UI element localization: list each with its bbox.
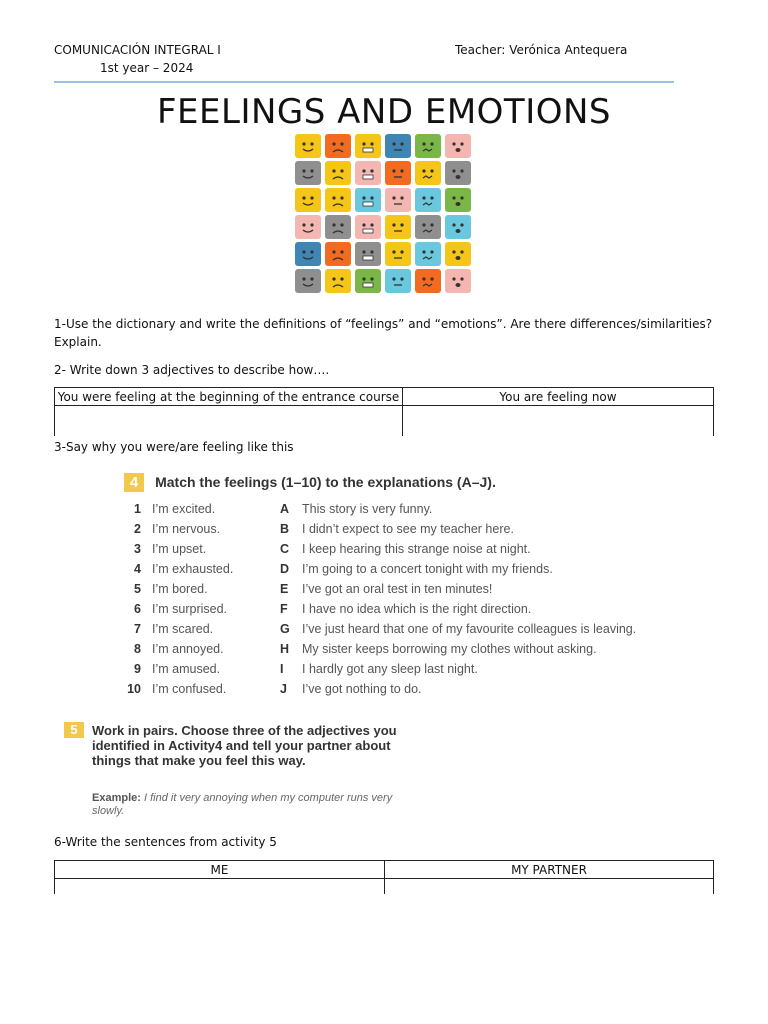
feeling-text: I’m scared. bbox=[152, 622, 214, 636]
explanation-letter: A bbox=[280, 502, 290, 516]
emoji-face-icon bbox=[445, 188, 471, 212]
activity-5-number: 5 bbox=[64, 722, 84, 738]
feeling-number: 5 bbox=[134, 582, 141, 596]
feeling-text: I’m confused. bbox=[152, 682, 227, 696]
explanation-letter: E bbox=[280, 582, 289, 596]
emoji-face-icon bbox=[415, 161, 441, 185]
explanation-letter: C bbox=[280, 542, 290, 556]
emoji-face-icon bbox=[325, 269, 351, 293]
emoji-face-icon bbox=[355, 188, 381, 212]
feeling-number: 2 bbox=[134, 522, 141, 536]
table-header-partner: MY PARTNER bbox=[385, 861, 714, 879]
emoji-face-icon bbox=[325, 215, 351, 239]
emoji-face-icon bbox=[445, 215, 471, 239]
explanation-text: This story is very funny. bbox=[302, 502, 433, 516]
emoji-faces-image bbox=[295, 134, 475, 302]
feeling-text: I’m annoyed. bbox=[152, 642, 224, 656]
emoji-face-icon bbox=[415, 269, 441, 293]
emoji-face-icon bbox=[385, 188, 411, 212]
emoji-face-icon bbox=[415, 188, 441, 212]
teacher-name: Teacher: Verónica Antequera bbox=[455, 43, 628, 57]
emoji-face-icon bbox=[415, 215, 441, 239]
feeling-text: I’m exhausted. bbox=[152, 562, 234, 576]
explanation-letter: H bbox=[280, 642, 290, 656]
explanation-letter: J bbox=[280, 682, 287, 696]
explanation-text: I’ve got an oral test in ten minutes! bbox=[302, 582, 493, 596]
header-divider bbox=[54, 81, 674, 83]
activity-4-number: 4 bbox=[124, 473, 144, 492]
answer-cell-me[interactable] bbox=[55, 879, 385, 895]
feeling-text: I’m bored. bbox=[152, 582, 208, 596]
emoji-face-icon bbox=[445, 161, 471, 185]
explanation-text: I’ve got nothing to do. bbox=[302, 682, 422, 696]
answer-cell-now[interactable] bbox=[403, 406, 714, 437]
example-text: I find it very annoying when my computer runs very slowly. bbox=[92, 792, 393, 817]
table-header-beginning: You were feeling at the beginning of the entrance course bbox=[55, 388, 403, 406]
feeling-number: 10 bbox=[127, 682, 141, 696]
emoji-face-icon bbox=[355, 215, 381, 239]
question-3: 3-Say why you were/are feeling like this bbox=[54, 440, 294, 454]
explanation-text: I didn’t expect to see my teacher here. bbox=[302, 522, 514, 536]
emoji-face-icon bbox=[385, 161, 411, 185]
answer-cell-partner[interactable] bbox=[385, 879, 714, 895]
explanation-text: I hardly got any sleep last night. bbox=[302, 662, 478, 676]
emoji-face-icon bbox=[445, 269, 471, 293]
emoji-face-icon bbox=[295, 215, 321, 239]
explanation-text: I’m going to a concert tonight with my friends. bbox=[302, 562, 553, 576]
explanation-letter: B bbox=[280, 522, 290, 536]
emoji-face-icon bbox=[295, 269, 321, 293]
explanation-letter: I bbox=[280, 662, 284, 676]
emoji-face-icon bbox=[355, 134, 381, 158]
example-label: Example: bbox=[92, 792, 141, 804]
emoji-face-icon bbox=[385, 242, 411, 266]
emoji-face-icon bbox=[445, 242, 471, 266]
emoji-face-icon bbox=[385, 215, 411, 239]
feeling-text: I’m upset. bbox=[152, 542, 207, 556]
emoji-face-icon bbox=[415, 242, 441, 266]
emoji-face-icon bbox=[325, 134, 351, 158]
feeling-number: 6 bbox=[134, 602, 141, 616]
answer-cell-beginning[interactable] bbox=[55, 406, 403, 437]
feeling-number: 4 bbox=[134, 562, 141, 576]
explanation-text: I keep hearing this strange noise at night. bbox=[302, 542, 531, 556]
activity-5-ref: 4 bbox=[215, 738, 223, 753]
feeling-text: I’m nervous. bbox=[152, 522, 221, 536]
emoji-face-icon bbox=[295, 134, 321, 158]
emoji-face-icon bbox=[355, 269, 381, 293]
emoji-face-icon bbox=[325, 161, 351, 185]
activity-5-text-end: and tell your partner about things that make you feel this way. bbox=[92, 738, 391, 768]
feeling-text: I’m surprised. bbox=[152, 602, 228, 616]
activity-4-title: Match the feelings (1–10) to the explanations (A–J). bbox=[155, 474, 496, 490]
table-header-me: ME bbox=[55, 861, 385, 879]
explanation-letter: F bbox=[280, 602, 288, 616]
feeling-number: 8 bbox=[134, 642, 141, 656]
question-6: 6-Write the sentences from activity 5 bbox=[54, 835, 277, 849]
activity-4-heading bbox=[124, 472, 496, 492]
emoji-face-icon bbox=[325, 242, 351, 266]
feeling-text: I’m amused. bbox=[152, 662, 221, 676]
feeling-number: 7 bbox=[134, 622, 141, 636]
activity-5-instructions bbox=[92, 723, 422, 768]
table-header-now: You are feeling now bbox=[403, 388, 714, 406]
emoji-face-icon bbox=[295, 242, 321, 266]
question-1: 1-Use the dictionary and write the definitions of “feelings” and “emotions”. Are there differences/similarities? Explain. bbox=[54, 317, 713, 349]
feeling-number: 9 bbox=[134, 662, 141, 676]
emoji-face-icon bbox=[355, 242, 381, 266]
feeling-number: 1 bbox=[134, 502, 141, 516]
course-name: COMUNICACIÓN INTEGRAL I bbox=[54, 43, 221, 57]
explanation-text: I have no idea which is the right direction. bbox=[302, 602, 532, 616]
emoji-face-icon bbox=[295, 161, 321, 185]
emoji-face-icon bbox=[385, 269, 411, 293]
activity-5-example bbox=[92, 792, 422, 818]
feelings-table bbox=[54, 387, 714, 436]
activity-5-text: Work in pairs. Choose three of the adjectives you identified in Activity bbox=[92, 723, 397, 753]
feeling-text: I’m excited. bbox=[152, 502, 216, 516]
emoji-face-icon bbox=[325, 188, 351, 212]
explanation-text: My sister keeps borrowing my clothes without asking. bbox=[302, 642, 597, 656]
emoji-face-icon bbox=[415, 134, 441, 158]
emoji-face-icon bbox=[295, 188, 321, 212]
sentences-table bbox=[54, 860, 714, 894]
emoji-face-icon bbox=[355, 161, 381, 185]
explanation-text: I’ve just heard that one of my favourite colleagues is leaving. bbox=[302, 622, 637, 636]
question-2: 2- Write down 3 adjectives to describe how…. bbox=[54, 363, 330, 377]
emoji-face-icon bbox=[385, 134, 411, 158]
school-year: 1st year – 2024 bbox=[100, 61, 194, 75]
explanation-letter: G bbox=[280, 622, 290, 636]
page-title: FEELINGS AND EMOTIONS bbox=[157, 92, 611, 132]
emoji-face-icon bbox=[445, 134, 471, 158]
feeling-number: 3 bbox=[134, 542, 141, 556]
explanation-letter: D bbox=[280, 562, 290, 576]
